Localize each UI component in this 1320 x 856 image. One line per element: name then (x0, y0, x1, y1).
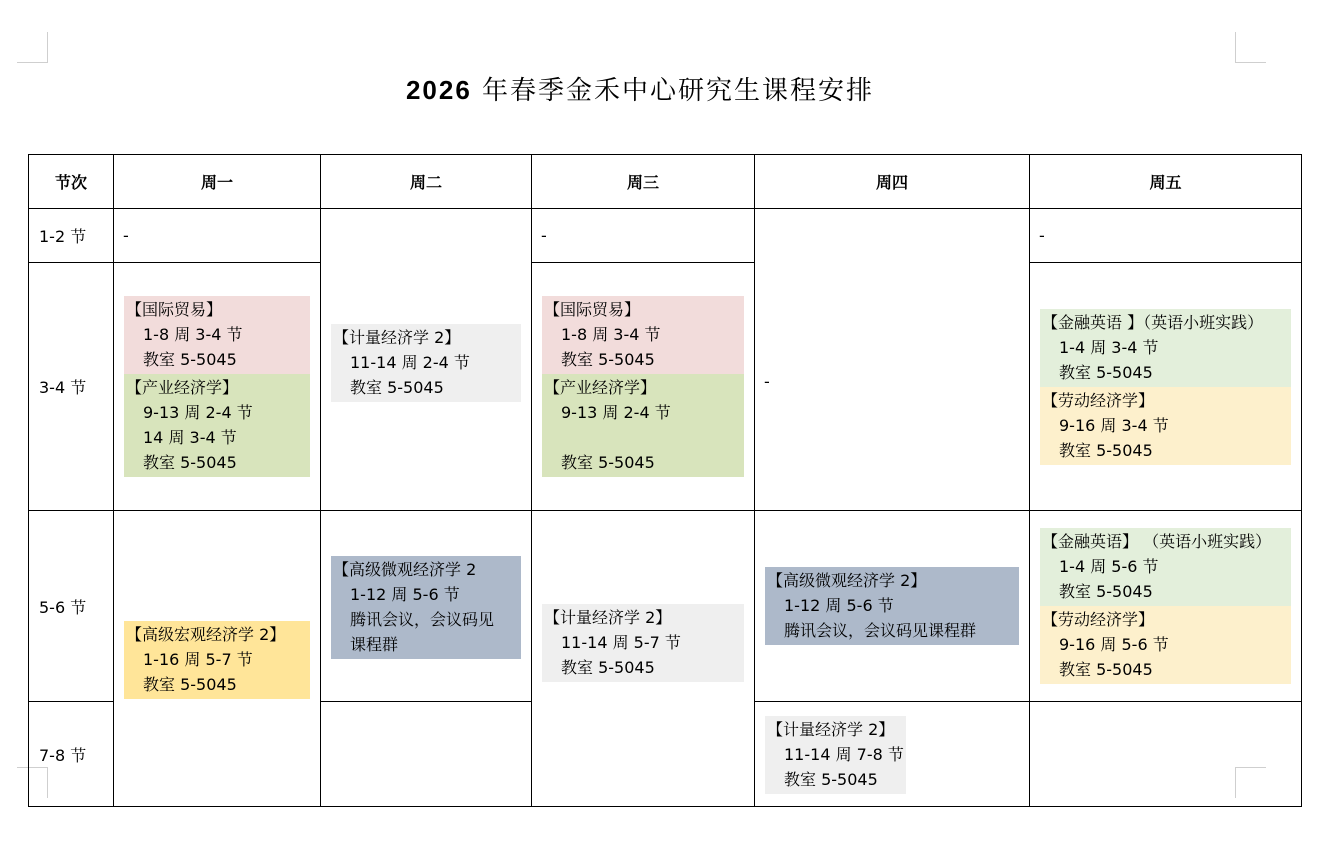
course-weeks: 9-13 周 2-4 节 (143, 403, 253, 422)
title-text: 年春季金禾中心研究生课程安排 (471, 76, 875, 106)
course-room: 教室 5-5045 (1059, 660, 1153, 679)
course-room: 教室 5-5045 (143, 453, 237, 472)
slot-label: 5-6 节 (29, 511, 114, 702)
course-weeks: 1-16 周 5-7 节 (143, 650, 253, 669)
page-title (0, 70, 1280, 107)
tue-7-8-empty (321, 702, 532, 807)
page-corner-mark (17, 32, 48, 63)
course-name: 【国际贸易】 (544, 300, 641, 319)
wed-5-8-cell (532, 511, 755, 807)
course-name: 【高级微观经济学 2】 (767, 571, 927, 590)
course-block (124, 296, 310, 374)
course-note: 课程群 (350, 635, 399, 654)
course-room: 教室 5-5045 (143, 675, 237, 694)
course-weeks: 1-4 周 3-4 节 (1059, 337, 1159, 357)
course-weeks: 14 周 3-4 节 (143, 428, 237, 447)
course-weeks: 1-8 周 3-4 节 (143, 325, 243, 344)
course-weeks: 11-14 周 5-7 节 (561, 633, 681, 652)
course-weeks: 1-12 周 5-6 节 (784, 596, 894, 615)
course-weeks: 1-4 周 5-6 节 (1059, 557, 1159, 576)
thu-5-6-cell (755, 511, 1030, 702)
page-corner-mark (1235, 32, 1266, 63)
mon-1-2-empty: - (114, 209, 321, 263)
fri-7-8-empty (1030, 702, 1302, 807)
row-slot-1-2 (29, 209, 1302, 263)
fri-1-2-empty: - (1030, 209, 1302, 263)
course-note: 腾讯会议，会议码见 (350, 610, 495, 629)
course-block (542, 374, 744, 477)
course-name: 【产业经济学】 (126, 378, 239, 397)
mon-3-4-cell (114, 263, 321, 511)
course-block (542, 296, 744, 374)
course-room: 教室 5-5045 (1059, 440, 1153, 460)
course-room: 教室 5-5045 (350, 378, 444, 397)
course-block (331, 556, 521, 659)
course-block (124, 621, 310, 699)
course-block (124, 374, 310, 477)
course-name: 【高级宏观经济学 2】 (126, 625, 286, 644)
tue-5-6-cell (321, 511, 532, 702)
wed-1-2-empty: - (532, 209, 755, 263)
course-name: 【金融英语】 （英语小班实践） (1042, 532, 1272, 551)
course-weeks: 1-12 周 5-6 节 (350, 585, 460, 604)
tue-1-4-cell (321, 209, 532, 511)
row-slot-3-4 (29, 263, 1302, 511)
course-room: 教室 5-5045 (561, 658, 655, 677)
slot-label: 7-8 节 (29, 702, 114, 807)
fri-3-4-cell (1030, 263, 1302, 511)
course-name: 【高级微观经济学 2 (333, 560, 477, 579)
course-note: 腾讯会议，会议码见课程群 (784, 621, 977, 640)
course-name: 【金融英语 】（英语小班实践） (1042, 312, 1264, 332)
course-name: 【计量经济学 2】 (544, 608, 672, 627)
header-wed: 周三 (532, 155, 755, 209)
course-weeks: 9-13 周 2-4 节 (561, 403, 671, 422)
course-name: 【国际贸易】 (126, 300, 223, 319)
course-weeks: 11-14 周 7-8 节 (784, 745, 904, 764)
course-weeks: 9-16 周 3-4 节 (1059, 415, 1169, 435)
course-block (1040, 528, 1291, 606)
course-room: 教室 5-5045 (561, 453, 655, 472)
course-name: 【计量经济学 2】 (333, 328, 461, 347)
course-block (1040, 606, 1291, 684)
header-mon: 周一 (114, 155, 321, 209)
header-slot: 节次 (29, 155, 114, 209)
course-name: 【劳动经济学】 (1042, 610, 1155, 629)
slot-label: 3-4 节 (29, 263, 114, 511)
course-weeks: 11-14 周 2-4 节 (350, 353, 470, 372)
row-slot-5-6 (29, 511, 1302, 702)
thu-1-4-empty: - (755, 209, 1030, 511)
course-weeks: 1-8 周 3-4 节 (561, 325, 661, 344)
course-block (542, 604, 744, 682)
fri-5-6-cell (1030, 511, 1302, 702)
mon-5-8-cell (114, 511, 321, 807)
course-weeks: 9-16 周 5-6 节 (1059, 635, 1169, 654)
wed-3-4-cell (532, 263, 755, 511)
schedule-table (28, 154, 1302, 807)
course-room: 教室 5-5045 (561, 350, 655, 369)
course-room: 教室 5-5045 (784, 770, 878, 789)
course-room: 教室 5-5045 (143, 350, 237, 369)
course-name: 【产业经济学】 (544, 378, 657, 397)
course-name: 【劳动经济学】 (1042, 390, 1155, 410)
course-room: 教室 5-5045 (1059, 582, 1153, 601)
course-block (765, 567, 1019, 645)
course-block (1040, 309, 1291, 387)
thu-7-8-cell (755, 702, 1030, 807)
course-name: 【计量经济学 2】 (767, 720, 895, 739)
course-block (331, 324, 521, 402)
course-block (765, 716, 906, 794)
header-row (29, 155, 1302, 209)
title-year: 2026 (405, 75, 472, 105)
slot-label: 1-2 节 (29, 209, 114, 263)
course-block (1040, 387, 1291, 465)
blank-line (544, 425, 742, 450)
header-tue: 周二 (321, 155, 532, 209)
header-fri: 周五 (1030, 155, 1302, 209)
course-room: 教室 5-5045 (1059, 362, 1153, 382)
header-thu: 周四 (755, 155, 1030, 209)
